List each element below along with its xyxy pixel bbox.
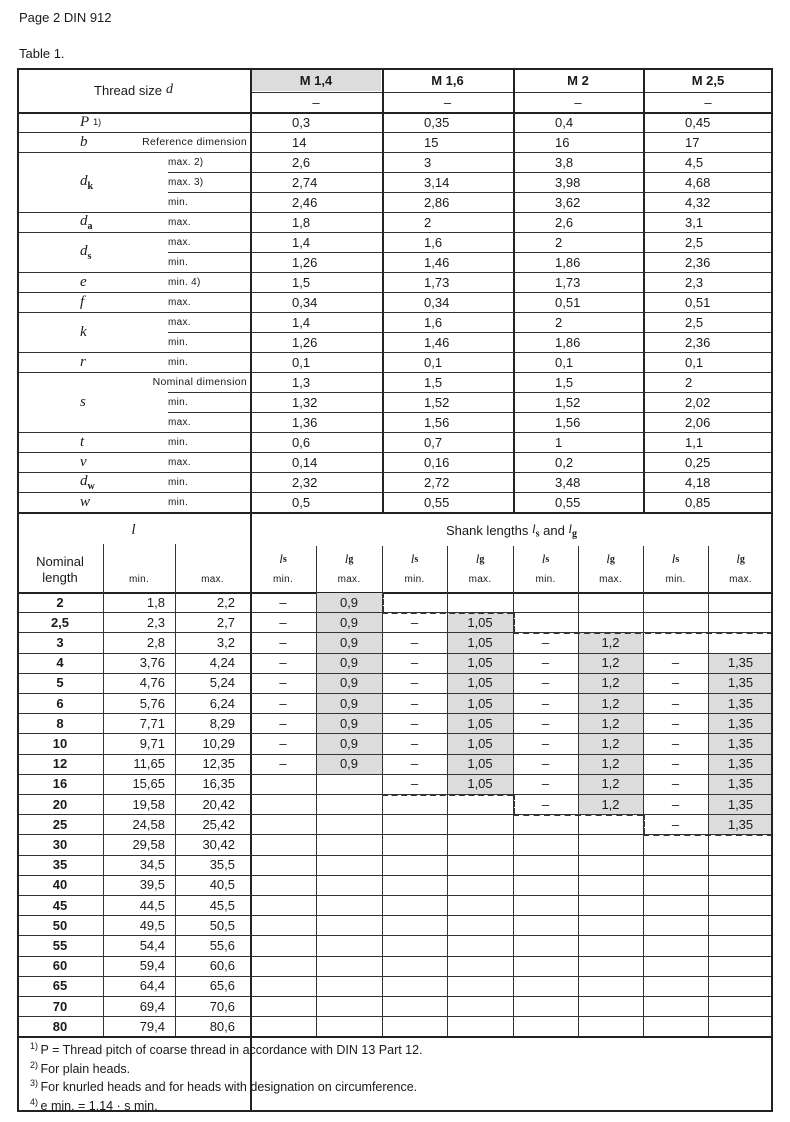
value-cell: 1,6 xyxy=(424,314,443,330)
value-cell: 0,35 xyxy=(424,114,450,130)
l-max: 5,24 xyxy=(209,675,235,691)
value-cell: 2,36 xyxy=(685,254,711,270)
l-max: 25,42 xyxy=(202,816,235,832)
l-min: 3,76 xyxy=(139,655,165,671)
row-qualifier: min. xyxy=(168,336,189,348)
table-frame xyxy=(17,68,773,1112)
shank-value: – xyxy=(671,715,680,731)
row-qualifier: Reference dimension xyxy=(142,136,247,148)
value-cell: 1,52 xyxy=(424,394,450,410)
shank-value: 1,2 xyxy=(601,756,620,772)
l-max: 55,6 xyxy=(209,937,235,953)
value-cell: 1,56 xyxy=(424,414,450,430)
shank-value: 1,05 xyxy=(467,675,493,691)
symbol-glyph: $d_w$ xyxy=(80,472,95,492)
value-cell: 2 xyxy=(555,234,563,250)
shank-subheader-symbol: l s xyxy=(410,551,419,566)
l-max-label: max. xyxy=(201,573,224,585)
l-max: 2,2 xyxy=(216,594,235,610)
shank-value: 0,9 xyxy=(339,655,359,671)
shank-value: – xyxy=(410,715,419,731)
symbol-glyph: t xyxy=(80,433,85,450)
value-cell: 1,73 xyxy=(555,274,581,290)
value-cell: 17 xyxy=(685,134,700,150)
value-cell: 2 xyxy=(685,374,693,390)
symbol-glyph: k xyxy=(80,323,87,340)
shank-value: 1,2 xyxy=(601,735,620,751)
shank-subheader-symbol: l s xyxy=(671,551,680,566)
value-cell: 2,32 xyxy=(292,474,318,490)
nominal-length: 10 xyxy=(52,735,68,751)
shank-title-text: Shank lengths xyxy=(445,522,532,538)
value-cell: 0,51 xyxy=(685,294,711,310)
symbol-glyph: b xyxy=(80,133,88,150)
l-min: 64,4 xyxy=(139,978,165,994)
shank-subheader-symbol: l s xyxy=(279,551,287,566)
shank-value: 1,2 xyxy=(601,675,620,691)
value-cell: 1,86 xyxy=(555,254,581,270)
size-header: M 1,4 xyxy=(299,72,333,88)
value-cell: 3 xyxy=(424,154,432,170)
row-qualifier: min. xyxy=(168,196,189,208)
nominal-length: 45 xyxy=(52,897,68,913)
value-cell: 0,14 xyxy=(292,454,318,470)
nominal-length: 50 xyxy=(52,917,68,933)
value-cell: 1,26 xyxy=(292,254,318,270)
value-cell: 2,74 xyxy=(292,174,318,190)
value-cell: 1 xyxy=(555,434,563,450)
shank-value: – xyxy=(671,735,680,751)
value-cell: 3,62 xyxy=(555,194,581,210)
nominal-length: 8 xyxy=(56,715,64,731)
value-cell: 0,7 xyxy=(424,434,443,450)
size-header: M 2 xyxy=(567,72,589,88)
l-max: 70,6 xyxy=(209,998,235,1014)
thread-size-text: Thread size xyxy=(94,82,162,98)
nominal-length: 2,5 xyxy=(50,614,70,630)
l-min: 2,8 xyxy=(146,634,165,650)
l-max: 30,42 xyxy=(202,836,235,852)
l-min: 59,4 xyxy=(139,958,165,974)
footnote-mark: 4) xyxy=(30,1096,41,1107)
value-cell: 0,1 xyxy=(555,354,574,370)
shank-value: 0,9 xyxy=(339,634,359,650)
shank-value: 1,2 xyxy=(601,776,620,792)
shank-value: 1,05 xyxy=(467,756,493,772)
row-qualifier: max. xyxy=(168,216,191,228)
l-min: 69,4 xyxy=(139,998,165,1014)
nominal-length-text: Nominal xyxy=(36,554,84,569)
nominal-length: 65 xyxy=(52,978,68,994)
value-cell: 4,32 xyxy=(685,194,711,210)
value-cell: 0,3 xyxy=(292,114,311,130)
shank-value: 0,9 xyxy=(339,675,359,691)
shank-title-text: and xyxy=(539,522,569,538)
shank-value: – xyxy=(541,715,550,731)
value-cell: 4,18 xyxy=(685,474,711,490)
shank-value: – xyxy=(279,735,287,751)
value-cell: 16 xyxy=(555,134,570,150)
value-cell: 1,8 xyxy=(292,214,311,230)
shank-value: – xyxy=(410,776,419,792)
row-qualifier: min. 4) xyxy=(168,276,201,288)
shank-value: – xyxy=(541,655,550,671)
l-min: 44,5 xyxy=(139,897,165,913)
value-cell: 1,46 xyxy=(424,334,450,350)
l-min: 54,4 xyxy=(139,937,165,953)
shank-value: – xyxy=(541,634,550,650)
row-qualifier: max. 3) xyxy=(168,176,204,188)
symbol-glyph: v xyxy=(80,453,87,470)
shank-value: – xyxy=(279,756,287,772)
shank-value: 1,2 xyxy=(601,695,620,711)
shank-value: 1,05 xyxy=(467,776,493,792)
size-subrow: – xyxy=(312,94,320,110)
shank-value: – xyxy=(671,796,680,812)
value-cell: 0,51 xyxy=(555,294,581,310)
l-max: 20,42 xyxy=(202,796,235,812)
value-cell: 3,1 xyxy=(685,214,704,230)
l-min: 24,58 xyxy=(132,816,165,832)
value-cell: 3,98 xyxy=(555,174,581,190)
l-min: 19,58 xyxy=(132,796,165,812)
value-cell: 1,5 xyxy=(555,374,574,390)
l-max: 16,35 xyxy=(202,776,235,792)
nominal-length: 40 xyxy=(52,877,68,893)
shank-value: – xyxy=(541,796,550,812)
l-min: 9,71 xyxy=(139,735,165,751)
row-qualifier: max. xyxy=(168,416,191,428)
value-cell: 2,06 xyxy=(685,414,711,430)
l-min-label: min. xyxy=(128,573,150,585)
shank-value: – xyxy=(671,756,680,772)
value-cell: 0,1 xyxy=(292,354,311,370)
shank-value: 1,2 xyxy=(601,796,620,812)
l-max: 3,2 xyxy=(216,634,235,650)
value-cell: 1,5 xyxy=(424,374,443,390)
l-max: 45,5 xyxy=(209,897,235,913)
shank-value: – xyxy=(671,776,680,792)
shank-subheader-qualifier: min. xyxy=(535,573,556,585)
shank-value: – xyxy=(279,715,287,731)
symbol-glyph: w xyxy=(80,493,91,510)
value-cell: 0,25 xyxy=(685,454,711,470)
value-cell: 3,14 xyxy=(424,174,450,190)
shank-value: 1,35 xyxy=(727,695,754,711)
l-max: 6,24 xyxy=(209,695,235,711)
value-cell: 1,56 xyxy=(555,414,581,430)
shank-value: – xyxy=(671,695,680,711)
l-min: 15,65 xyxy=(132,776,165,792)
shank-value: 1,05 xyxy=(467,715,493,731)
shank-value: – xyxy=(410,735,419,751)
shank-value: – xyxy=(541,695,550,711)
value-cell: 15 xyxy=(424,134,439,150)
footnote-text: For knurled heads and for heads with designation on circumference. xyxy=(40,1080,418,1095)
row-qualifier: min. xyxy=(168,356,189,368)
value-cell: 0,34 xyxy=(292,294,318,310)
value-cell: 0,55 xyxy=(555,494,581,510)
value-cell: 0,55 xyxy=(424,494,450,510)
l-min: 5,76 xyxy=(139,695,165,711)
shank-value: – xyxy=(671,816,680,832)
value-cell: 1,52 xyxy=(555,394,581,410)
shank-subheader-qualifier: max. xyxy=(729,573,752,585)
value-cell: 0,1 xyxy=(424,354,443,370)
value-cell: 1,73 xyxy=(424,274,450,290)
shank-value: – xyxy=(541,735,550,751)
value-cell: 2,5 xyxy=(685,234,704,250)
shank-subheader-qualifier: max. xyxy=(468,573,492,585)
value-cell: 1,4 xyxy=(292,234,311,250)
l-min: 34,5 xyxy=(139,857,165,873)
shank-value: – xyxy=(410,655,419,671)
page-header: Page 2 DIN 912 xyxy=(19,10,112,25)
shank-subheader-qualifier: min. xyxy=(272,573,294,585)
footnote-ref: 1) xyxy=(93,117,102,127)
value-cell: 4,68 xyxy=(685,174,711,190)
l-max: 35,5 xyxy=(209,857,235,873)
value-cell: 2 xyxy=(555,314,563,330)
nominal-length: 16 xyxy=(52,776,68,792)
shank-value: 1,35 xyxy=(727,655,754,671)
thread-size-symbol: d xyxy=(165,82,173,97)
shank-symbol: $l_s$ xyxy=(531,520,540,540)
shank-subheader-qualifier: max. xyxy=(337,573,361,585)
row-qualifier: max. xyxy=(168,236,191,248)
l-min: 4,76 xyxy=(139,675,165,691)
footnote-text: For plain heads. xyxy=(40,1062,131,1077)
row-qualifier: min. xyxy=(168,476,189,488)
footnote-mark: 2) xyxy=(30,1059,41,1070)
shank-value: 1,05 xyxy=(467,655,493,671)
nominal-length-text: length xyxy=(42,570,78,585)
nominal-length: 80 xyxy=(52,1018,68,1034)
value-cell: 0,85 xyxy=(685,494,711,510)
shank-value: 1,35 xyxy=(727,715,754,731)
shank-value: 1,35 xyxy=(727,816,754,832)
l-min: 39,5 xyxy=(139,877,165,893)
value-cell: 2,5 xyxy=(685,314,704,330)
value-cell: 0,45 xyxy=(685,114,711,130)
shank-value: 1,35 xyxy=(727,756,754,772)
nominal-length: 25 xyxy=(52,816,68,832)
value-cell: 1,86 xyxy=(555,334,581,350)
nominal-length: 5 xyxy=(56,675,64,691)
value-cell: 0,6 xyxy=(292,434,311,450)
symbol-glyph: s xyxy=(80,393,86,410)
nominal-length: 30 xyxy=(52,836,68,852)
value-cell: 0,2 xyxy=(555,454,574,470)
value-cell: 2,6 xyxy=(555,214,574,230)
shank-value: 1,35 xyxy=(727,735,754,751)
symbol-glyph: $d_s$ xyxy=(80,242,92,262)
shank-value: – xyxy=(541,675,550,691)
shank-value: 1,05 xyxy=(467,695,493,711)
value-cell: 3,48 xyxy=(555,474,581,490)
row-qualifier: min. xyxy=(168,396,189,408)
shank-value: 0,9 xyxy=(339,715,359,731)
value-cell: 1,32 xyxy=(292,394,318,410)
shank-value: – xyxy=(671,655,680,671)
shank-value: 0,9 xyxy=(339,614,359,630)
value-cell: 1,36 xyxy=(292,414,318,430)
l-min: 1,8 xyxy=(146,594,165,610)
l-min: 2,3 xyxy=(146,614,165,630)
l-max: 65,6 xyxy=(209,978,235,994)
shank-value: – xyxy=(410,634,419,650)
symbol-glyph: f xyxy=(80,293,85,310)
shank-subheader-symbol: l s xyxy=(541,551,550,566)
value-cell: 2,86 xyxy=(424,194,450,210)
l-max: 12,35 xyxy=(202,756,235,772)
l-min: 11,65 xyxy=(133,756,165,772)
l-symbol: l xyxy=(131,521,136,538)
shank-value: 1,2 xyxy=(601,655,620,671)
value-cell: 1,26 xyxy=(292,334,318,350)
value-cell: 2,02 xyxy=(685,394,711,410)
shank-value: – xyxy=(410,756,419,772)
l-max: 10,29 xyxy=(202,735,235,751)
symbol-glyph: $d_a$ xyxy=(80,212,93,232)
value-cell: 3,8 xyxy=(555,154,574,170)
shank-subheader-symbol: l g xyxy=(475,551,485,566)
shank-value: 0,9 xyxy=(339,756,359,772)
l-max: 80,6 xyxy=(209,1018,235,1034)
value-cell: 2 xyxy=(424,214,432,230)
row-qualifier: max. xyxy=(168,296,191,308)
value-cell: 1,4 xyxy=(292,314,311,330)
row-qualifier: max. xyxy=(168,316,191,328)
shank-value: 0,9 xyxy=(339,695,359,711)
value-cell: 0,16 xyxy=(424,454,450,470)
size-subrow: – xyxy=(704,94,712,110)
shank-value: 1,05 xyxy=(467,614,493,630)
value-cell: 1,1 xyxy=(685,434,704,450)
l-max: 50,5 xyxy=(209,917,235,933)
shank-value: – xyxy=(410,614,419,630)
shank-value: – xyxy=(410,695,419,711)
l-max: 40,5 xyxy=(209,877,235,893)
shank-value: 1,35 xyxy=(727,796,754,812)
nominal-length: 70 xyxy=(52,998,68,1014)
shank-subheader-symbol: l g xyxy=(344,551,354,566)
symbol-glyph: P xyxy=(80,113,90,130)
nominal-length: 60 xyxy=(52,958,68,974)
value-cell: 0,5 xyxy=(292,494,311,510)
value-cell: 0,34 xyxy=(424,294,450,310)
shank-subheader-qualifier: max. xyxy=(599,573,622,585)
value-cell: 4,5 xyxy=(685,154,704,170)
shank-subheader-qualifier: min. xyxy=(404,573,425,585)
shank-value: 1,05 xyxy=(467,735,493,751)
shank-subheader-qualifier: min. xyxy=(665,573,686,585)
footnote-mark: 1) xyxy=(30,1041,41,1052)
value-cell: 2,3 xyxy=(685,274,704,290)
value-cell: 0,4 xyxy=(555,114,574,130)
value-cell: 1,46 xyxy=(424,254,450,270)
value-cell: 14 xyxy=(292,134,307,150)
l-max: 2,7 xyxy=(216,614,235,630)
shank-value: 1,35 xyxy=(727,776,754,792)
shank-value: – xyxy=(279,675,287,691)
l-max: 8,29 xyxy=(209,715,235,731)
value-cell: 1,5 xyxy=(292,274,311,290)
nominal-length: 6 xyxy=(56,695,64,711)
shank-value: – xyxy=(279,594,287,610)
value-cell: 1,6 xyxy=(424,234,443,250)
nominal-length: 12 xyxy=(52,756,68,772)
value-cell: 1,3 xyxy=(292,374,311,390)
value-cell: 2,72 xyxy=(424,474,450,490)
shank-value: – xyxy=(279,614,287,630)
nominal-length: 55 xyxy=(52,937,68,953)
shank-value: 0,9 xyxy=(339,735,359,751)
shank-value: – xyxy=(671,675,680,691)
nominal-length: 20 xyxy=(52,796,68,812)
footnote-text: P = Thread pitch of coarse thread in accordance with DIN 13 Part 12. xyxy=(40,1043,423,1058)
shank-value: – xyxy=(279,695,287,711)
nominal-length: 4 xyxy=(56,655,64,671)
table-caption: Table 1. xyxy=(19,46,65,61)
footnote-mark: 3) xyxy=(30,1078,41,1089)
row-qualifier: min. xyxy=(168,256,189,268)
shank-value: – xyxy=(541,776,550,792)
shank-value: – xyxy=(541,756,550,772)
shank-value: 1,2 xyxy=(601,634,620,650)
value-cell: 2,36 xyxy=(685,334,711,350)
row-qualifier: min. xyxy=(168,496,189,508)
shank-value: 0,9 xyxy=(339,594,359,610)
shank-value: 1,05 xyxy=(467,634,493,650)
size-header: M 2,5 xyxy=(691,72,725,88)
size-subrow: – xyxy=(574,94,582,110)
footnote-text: e min. = 1,14 · s min. xyxy=(40,1099,158,1114)
shank-symbol: $l_g$ xyxy=(568,520,578,540)
nominal-length: 2 xyxy=(56,594,64,610)
shank-value: 1,2 xyxy=(601,715,620,731)
shank-value: – xyxy=(410,675,419,691)
value-cell: 2,46 xyxy=(292,194,318,210)
shank-value: 1,35 xyxy=(727,675,754,691)
row-qualifier: max. 2) xyxy=(168,156,204,168)
l-min: 7,71 xyxy=(139,715,165,731)
row-qualifier: max. xyxy=(168,456,191,468)
size-subrow: – xyxy=(443,94,452,110)
value-cell: 2,6 xyxy=(292,154,311,170)
nominal-length: 3 xyxy=(56,634,64,650)
shank-subheader-symbol: l g xyxy=(606,551,615,566)
shank-value: – xyxy=(279,655,287,671)
symbol-glyph: $d_k$ xyxy=(80,172,94,192)
shank-subheader-symbol: l g xyxy=(736,551,745,566)
symbol-glyph: r xyxy=(80,353,86,370)
value-cell: 0,1 xyxy=(685,354,704,370)
l-max: 4,24 xyxy=(209,655,235,671)
symbol-glyph: e xyxy=(80,273,87,290)
l-min: 49,5 xyxy=(139,917,165,933)
row-qualifier: Nominal dimension xyxy=(152,376,247,388)
size-header: M 1,6 xyxy=(431,72,464,88)
shank-value: – xyxy=(279,634,287,650)
l-min: 79,4 xyxy=(139,1018,165,1034)
nominal-length: 35 xyxy=(52,857,68,873)
l-max: 60,6 xyxy=(209,958,235,974)
row-qualifier: min. xyxy=(168,436,189,448)
l-min: 29,58 xyxy=(132,836,165,852)
